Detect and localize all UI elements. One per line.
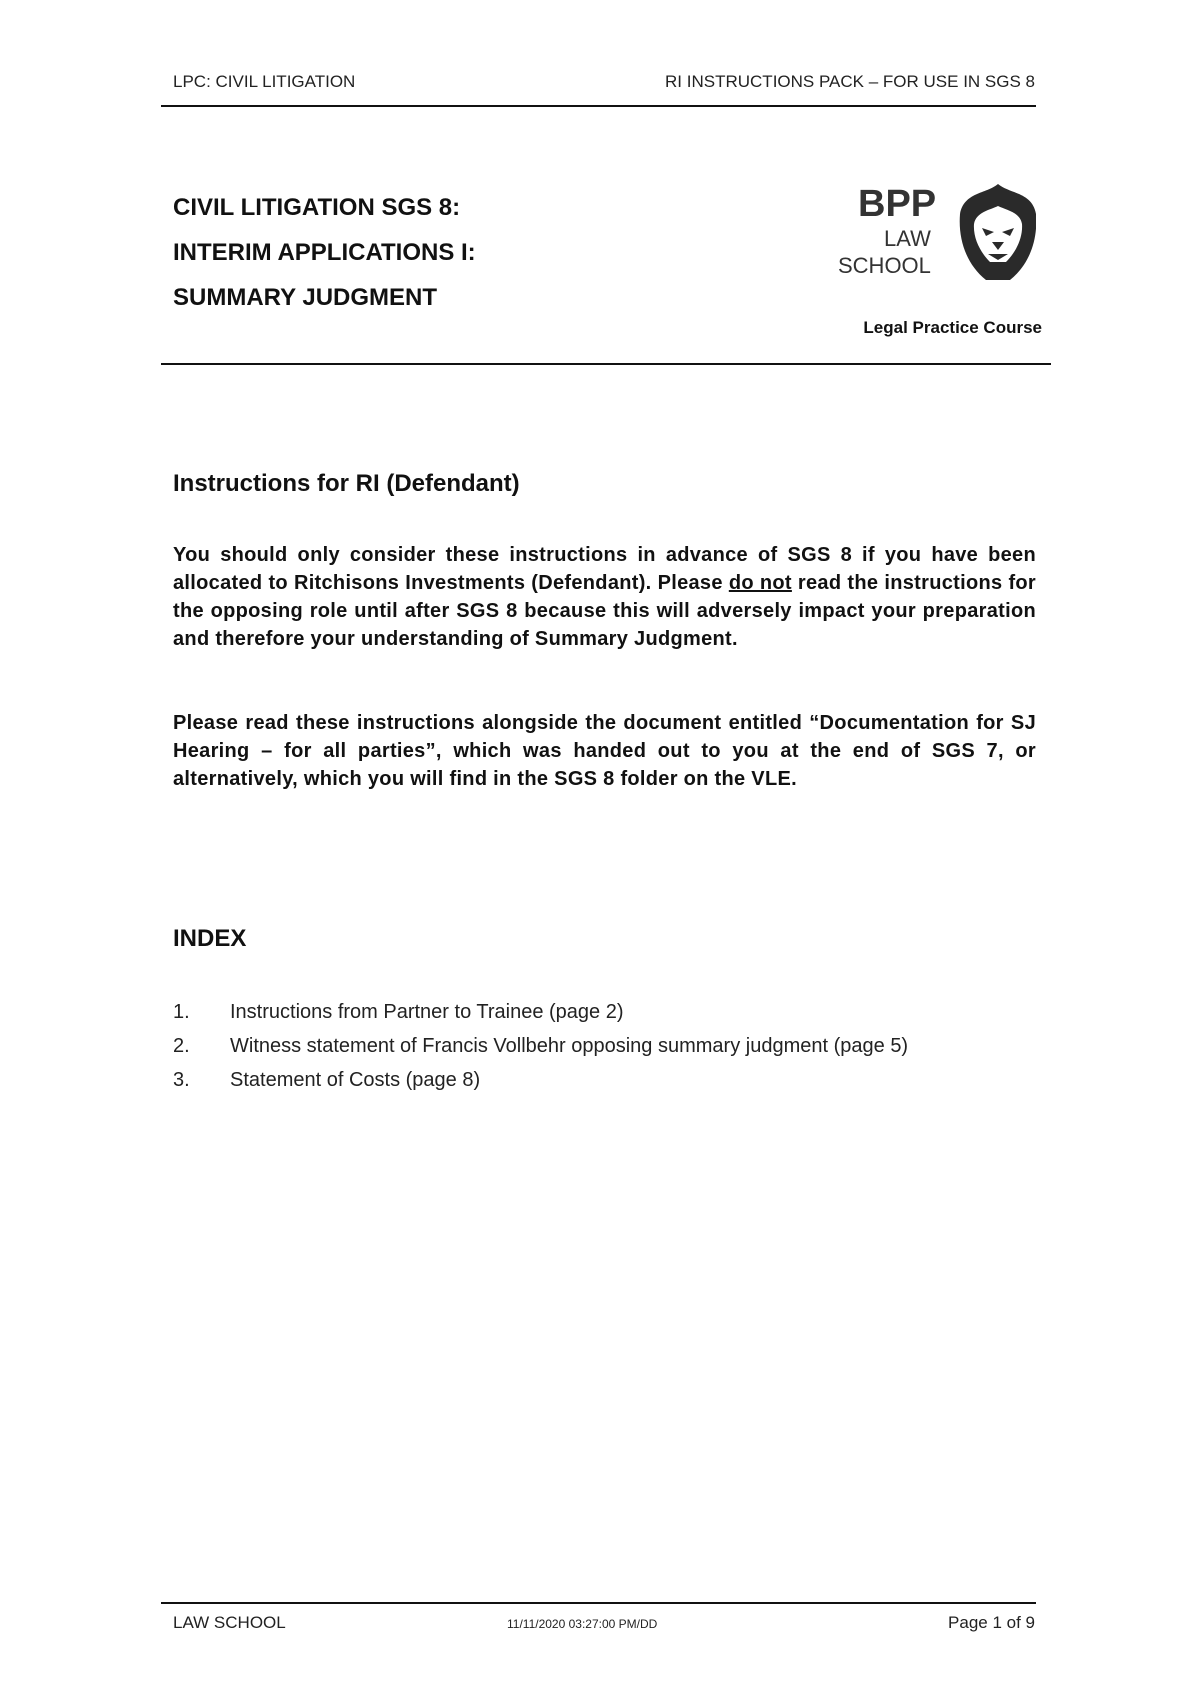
title-line-1: CIVIL LITIGATION SGS 8: [173,194,461,221]
index-item [173,1063,908,1097]
index-item-text: Witness statement of Francis Vollbehr opposing summary judgment (page 5) [230,1035,909,1057]
course-label: Legal Practice Course [863,318,1042,337]
logo-brand-text: BPP [858,183,937,225]
index-item [173,995,908,1029]
logo-graphic [836,180,1036,290]
header-course: LPC: CIVIL LITIGATION [173,72,356,91]
paragraph-1-text-end: read the instructions for the opposing role until after SGS 8 because this will adversely impact your preparation and therefore your understanding of Summary Judgment. [173,572,1037,650]
index-item-number: 3. [173,1069,190,1091]
title-divider [161,363,1051,365]
title-line-2: INTERIM APPLICATIONS I: [173,239,476,266]
instructions-paragraph-1 [173,541,1036,653]
index-item-number: 2. [173,1035,190,1057]
index-list [173,995,908,1097]
instructions-paragraph-2: Please read these instructions alongside the document entitled “Documentation for SJ Hearing – for all parties”, which was handed out to you at the end of SGS 7, or alternatively, which you will find in the SGS 8 folder on the VLE. [173,712,1036,790]
index-item-text: Statement of Costs (page 8) [230,1069,481,1091]
index-item-number: 1. [173,1001,190,1023]
footer-page-number: Page 1 of 9 [948,1613,1035,1632]
index-item-text: Instructions from Partner to Trainee (page 2) [230,1001,624,1023]
footer-organisation: LAW SCHOOL [173,1613,286,1632]
title-line-3: SUMMARY JUDGMENT [173,284,438,311]
document-title [173,185,476,320]
paragraph-1-text-start: You should only consider these instructions in advance of SGS 8 if you have been allocated to Ritchisons Investments (Defendant). Please [173,544,1036,594]
do-not-emphasis: do not [728,572,792,594]
footer-timestamp: 11/11/2020 03:27:00 PM/DD [507,1617,658,1631]
header-divider [161,105,1036,107]
lion-head-icon [960,184,1036,280]
header-pack-title: RI INSTRUCTIONS PACK – FOR USE IN SGS 8 [665,72,1035,91]
index-heading: INDEX [173,925,247,952]
footer-divider [161,1602,1036,1604]
bpp-law-school-logo [836,180,1036,290]
instructions-heading: Instructions for RI (Defendant) [173,470,520,497]
index-item [173,1029,908,1063]
logo-school-text: SCHOOL [838,253,931,278]
logo-law-text: LAW [884,226,931,251]
